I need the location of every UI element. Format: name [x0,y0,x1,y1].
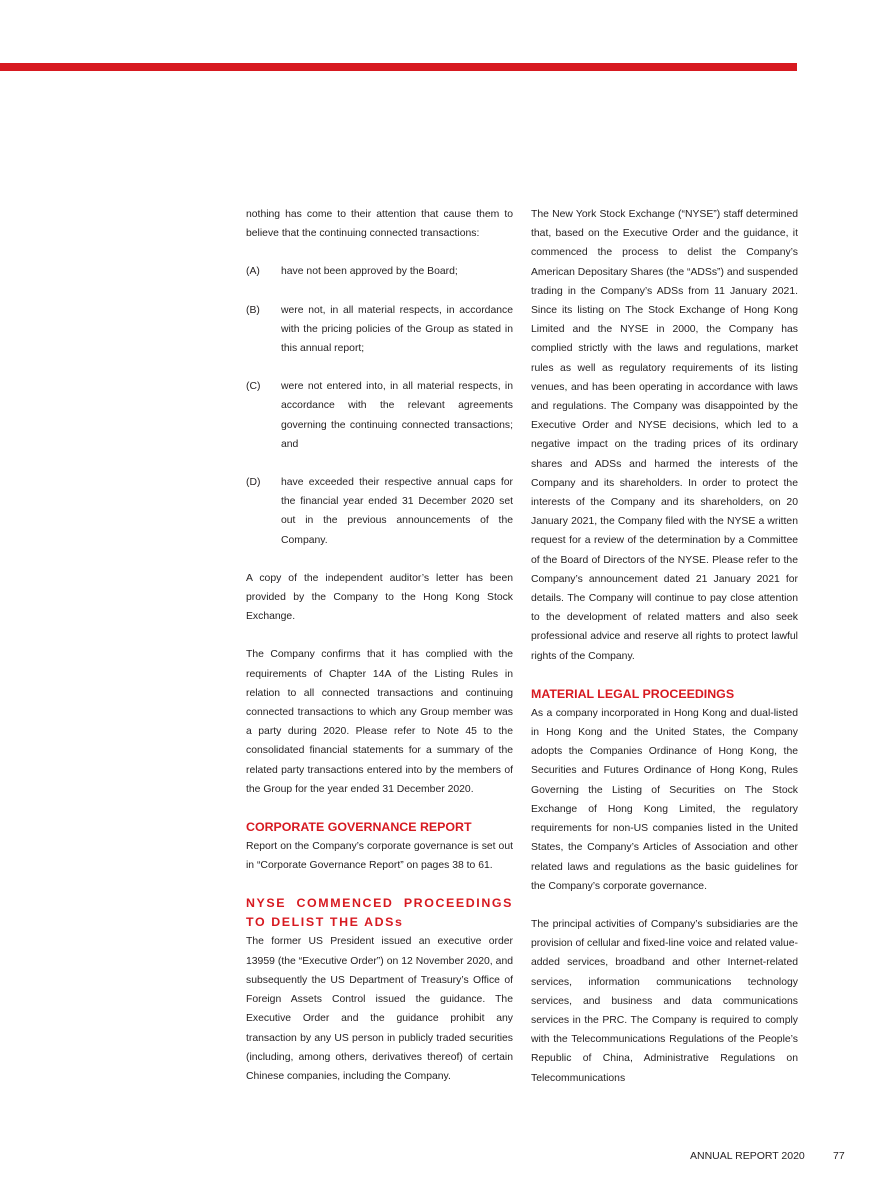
list-label: (C) [246,381,261,393]
principal-activities-paragraph: The principal activities of Company’s subsidiaries are the provision of cellular and fixed-line voice and related value-added services, broadband and other Internet-related services, information communications technology services, and business and data communications services in the PRC. The Company is required to comply with the Telecommunications Regulations of the People’s Republic of China, Administrative Regulations on Telecommunications [531,918,798,1084]
corporate-governance-paragraph: Report on the Company’s corporate governance is set out in “Corporate Governance Report” on pages 38 to 61. [246,841,513,872]
left-column [246,205,513,1086]
list-item-a [246,262,513,281]
list-text: were not, in all material respects, in accordance with the pricing policies of the Group as stated in this annual report; [281,304,513,355]
right-column [531,205,798,1088]
list-label: (A) [246,266,260,278]
list-label: (D) [246,477,261,489]
header-accent-bar [0,63,797,71]
corporate-governance-heading: CORPORATE GOVERNANCE REPORT [246,820,472,835]
list-text: have exceeded their respective annual caps for the financial year ended 31 December 2020 set out in the previous announcements of the Company. [281,477,513,546]
nyse-proceedings-paragraph: The former US President issued an executive order 13959 (the “Executive Order”) on 12 November 2020, and subsequently the US Department of Treasury’s Office of Foreign Assets Control issued the guidance. The Executive Order and the guidance prohibit any transaction by any US person in publicly traded securities (including, among others, derivatives thereof) of certain Chinese companies, including the Company. [246,936,513,1082]
compliance-paragraph: The Company confirms that it has complied with the requirements of Chapter 14A of the Listing Rules in relation to all connected transactions and continuing connected transactions to which any Group member was a party during 2020. Please refer to Note 45 to the consolidated financial statements for a summary of the related party transactions entered into by the members of the Group for the year ended 31 December 2020. [246,649,513,795]
auditor-letter-paragraph: A copy of the independent auditor’s letter has been provided by the Company to the Hong Kong Stock Exchange. [246,572,513,623]
footer-report-title: ANNUAL REPORT 2020 [690,1150,805,1162]
list-text: have not been approved by the Board; [281,266,458,278]
material-legal-proceedings-heading: MATERIAL LEGAL PROCEEDINGS [531,686,735,701]
list-item-c [246,377,513,454]
list-item-b [246,301,513,359]
nyse-proceedings-heading: NYSE COMMENCED PROCEEDINGS TO DELIST THE ADSs [246,896,513,930]
list-item-d [246,473,513,550]
footer-page-number: 77 [833,1150,845,1162]
legal-proceedings-paragraph: As a company incorporated in Hong Kong and dual-listed in Hong Kong and the United States, the Company adopts the Companies Ordinance of Hong Kong, the Securities and Futures Ordinance of Hong Kong, Rules Governing the Listing of Securities on The Stock Exchange of Hong Kong Limited, the regulatory requirements for non-US companies listed in the United States, the Company’s Articles of Association and other related laws and regulations as the basic guidelines for the Company’s corporate governance. [531,707,798,892]
intro-paragraph: nothing has come to their attention that cause them to believe that the continuing connected transactions: [246,209,513,240]
nyse-continued-paragraph: The New York Stock Exchange (“NYSE”) staff determined that, based on the Executive Order and the guidance, it commenced the process to delist the Company’s American Depositary Shares (the “ADSs”) and suspended trading in the Company’s ADSs from 11 January 2021. Since its listing on The Stock Exchange of Hong Kong Limited and the NYSE in 2000, the Company has complied strictly with the laws and regulations, market rules as well as regulatory requirements of its listing venues, and has been operating in accordance with laws and regulations. The Company was disappointed by the Executive Order and NYSE decisions, which led to a negative impact on the trading prices of its ordinary shares and ADSs and harmed the interests of the Company and its shareholders. In order to protect the interests of the Company and its shareholders, on 20 January 2021, the Company filed with the NYSE a written request for a review of the determination by a Committee of the Board of Directors of the NYSE. Please refer to the Company’s announcement dated 21 January 2021 for details. The Company will continue to pay close attention to the development of related matters and also seek professional advice and reserve all rights to protect lawful rights of the Company. [531,209,798,662]
list-label: (B) [246,304,260,316]
list-text: were not entered into, in all material respects, in accordance with the relevant agreements governing the continuing connected transactions; and [281,381,513,450]
